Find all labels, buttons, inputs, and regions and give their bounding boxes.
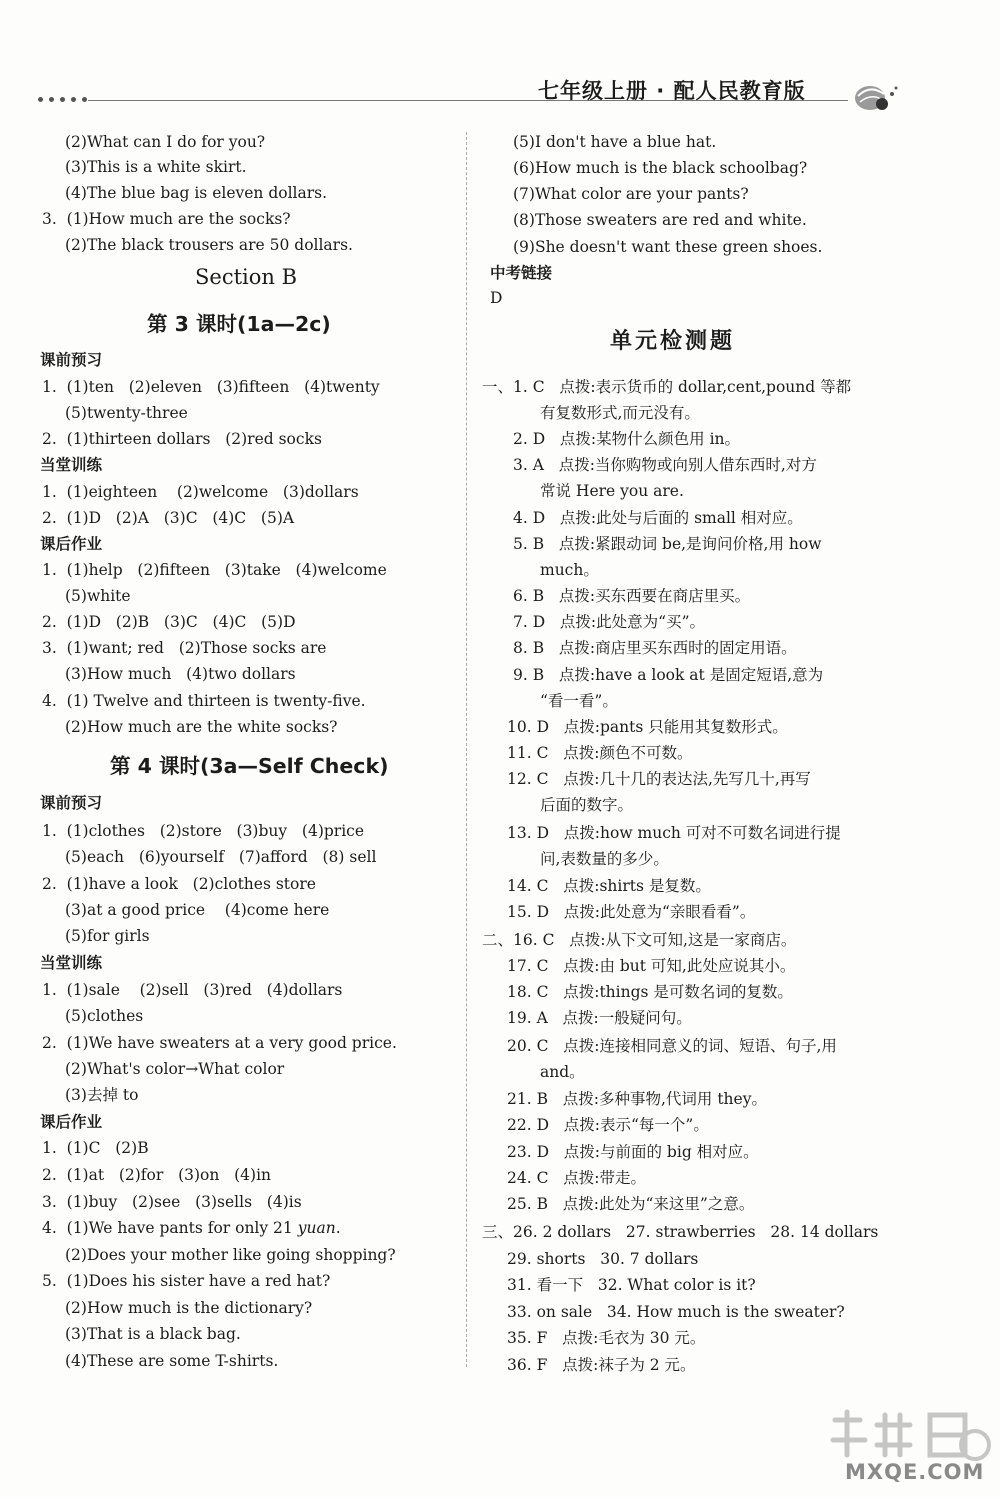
text-line: 35. F 点拨:毛衣为 30 元。 (507, 1329, 706, 1347)
text-line: D (490, 289, 503, 307)
text-line: (5)for girls (65, 927, 150, 945)
text-line: (3)at a good price (4)come here (65, 901, 330, 919)
text-line: 4. (1) Twelve and thirteen is twenty-five. (42, 692, 366, 710)
text-line: 14. C 点拨:shirts 是复数。 (507, 877, 711, 895)
text-line: (5)clothes (65, 1007, 144, 1025)
text-line: 33. on sale 34. How much is the sweater? (507, 1303, 845, 1321)
text-line: 5. (1)Does his sister have a red hat? (42, 1272, 331, 1290)
text-line: 6. B 点拨:买东西要在商店里买。 (513, 587, 751, 605)
text-line: (3)How much (4)two dollars (65, 665, 296, 683)
header-dots (38, 97, 87, 102)
subsection-label: 课前预习 (40, 794, 103, 812)
text-line: 2. D 点拨:某物什么颜色用 in。 (513, 430, 741, 448)
text-line: 12. C 点拨:几十几的表达法,先写几十,再写 (507, 770, 811, 788)
text-line: 问,表数量的多少。 (540, 850, 669, 868)
text-line: 20. C 点拨:连接相同意义的词、短语、句子,用 (507, 1037, 837, 1055)
text-line: 29. shorts 30. 7 dollars (507, 1250, 699, 1268)
unit-test-heading: 单元检测题 (610, 329, 736, 354)
text-line: much。 (540, 561, 599, 579)
text-line: 有复数形式,而元没有。 (540, 404, 700, 422)
text-line: 2. (1)We have sweaters at a very good price. (42, 1034, 397, 1052)
text-line: 后面的数字。 (540, 796, 634, 814)
text-line: 24. C 点拨:带走。 (507, 1169, 646, 1187)
text-line: 13. D 点拨:how much 可对不可数名词进行提 (507, 824, 841, 842)
text-line: 1. (1)eighteen (2)welcome (3)dollars (42, 483, 359, 501)
text-line: 3. A 点拨:当你购物或向别人借东西时,对方 (513, 456, 817, 474)
text-line: 2. (1)have a look (2)clothes store (42, 875, 316, 893)
text-line: 2. (1)D (2)A (3)C (4)C (5)A (42, 509, 295, 527)
text-line: (9)She doesn't want these green shoes. (513, 238, 823, 256)
text-line: 3. (1)How much are the socks? (42, 210, 291, 228)
text-line: (2)What's color→What color (65, 1060, 285, 1078)
text-line: 23. D 点拨:与前面的 big 相对应。 (507, 1143, 759, 1161)
text-line: 3. (1)want; red (2)Those socks are (42, 639, 327, 657)
lesson-heading: 第 3 课时(1a—2c) (147, 312, 331, 336)
text-line: (6)How much is the black schoolbag? (513, 159, 808, 177)
text-line: (2)How much is the dictionary? (65, 1299, 313, 1317)
text-line: (4)The blue bag is eleven dollars. (65, 184, 328, 202)
text-line: (8)Those sweaters are red and white. (513, 211, 807, 229)
text-line: 2. (1)D (2)B (3)C (4)C (5)D (42, 613, 296, 631)
text-line: 5. B 点拨:紧跟动词 be,是询问价格,用 how (513, 535, 822, 553)
subsection-label: 课后作业 (40, 535, 103, 553)
text-line: 1. (1)ten (2)eleven (3)fifteen (4)twenty (42, 378, 380, 396)
text-line: “看一看”。 (540, 692, 618, 710)
text-line: (2)Does your mother like going shopping? (65, 1246, 396, 1264)
text-line: 21. B 点拨:多种事物,代词用 they。 (507, 1090, 767, 1108)
text-line: (4)These are some T-shirts. (65, 1352, 279, 1370)
text-line: (3)This is a white skirt. (65, 158, 247, 176)
text-line: 7. D 点拨:此处意为“买”。 (513, 613, 705, 631)
text-line: (3)去掉 to (65, 1086, 139, 1104)
text-line: 1. (1)clothes (2)store (3)buy (4)price (42, 822, 365, 840)
text-line: 4. D 点拨:此处与后面的 small 相对应。 (513, 509, 803, 527)
text-line: 9. B 点拨:have a look at 是固定短语,意为 (513, 666, 824, 684)
page-header (0, 0, 1000, 118)
text-line: (3)That is a black bag. (65, 1325, 241, 1343)
text-line: 3. (1)buy (2)see (3)sells (4)is (42, 1193, 302, 1211)
text-line: 1. (1)C (2)B (42, 1139, 149, 1157)
text-line: (2)What can I do for you? (65, 133, 266, 151)
text-line: 18. C 点拨:things 是可数名词的复数。 (507, 983, 793, 1001)
text-line: (5)I don't have a blue hat. (513, 133, 717, 151)
text-line: (2)How much are the white socks? (65, 718, 338, 736)
subsection-label: 当堂训练 (40, 456, 103, 474)
text-line: (5)white (65, 587, 131, 605)
watermark-text: MXQE.COM (845, 1460, 985, 1484)
text-line: 常说 Here you are. (540, 482, 684, 500)
text-line: 10. D 点拨:pants 只能用其复数形式。 (507, 718, 788, 736)
text-line: 17. C 点拨:由 but 可知,此处应说其小。 (507, 957, 796, 975)
text-line: 2. (1)at (2)for (3)on (4)in (42, 1166, 272, 1184)
section-heading: Section B (195, 265, 298, 289)
book-icon (850, 74, 900, 114)
subsection-label: 当堂训练 (40, 954, 103, 972)
text-line: 三、26. 2 dollars 27. strawberries 28. 14 dollars (482, 1223, 879, 1241)
text-line: 4. (1)We have pants for only 21 yuan. (42, 1219, 341, 1237)
text-line: (7)What color are your pants? (513, 185, 749, 203)
text-line: 二、16. C 点拨:从下文可知,这是一家商店。 (482, 931, 797, 949)
text-line: (5)each (6)yourself (7)afford (8) sell (65, 848, 377, 866)
text-line: 1. (1)help (2)fifteen (3)take (4)welcome (42, 561, 387, 579)
text-line: 36. F 点拨:袜子为 2 元。 (507, 1356, 696, 1374)
text-line: 22. D 点拨:表示“每一个”。 (507, 1116, 709, 1134)
text-line: (2)The black trousers are 50 dollars. (65, 236, 353, 254)
subsection-label: 课后作业 (40, 1113, 103, 1131)
text-line: 15. D 点拨:此处意为“亲眼看看”。 (507, 903, 756, 921)
header-title: 七年级上册 · 配人民教育版 (538, 79, 806, 103)
lesson-heading: 第 4 课时(3a—Self Check) (110, 754, 389, 778)
text-line: 1. (1)sale (2)sell (3)red (4)dollars (42, 981, 343, 999)
text-line: (5)twenty-three (65, 404, 188, 422)
column-divider (466, 132, 467, 1367)
text-line: 一、1. C 点拨:表示货币的 dollar,cent,pound 等都 (482, 378, 852, 396)
text-line: and。 (540, 1063, 585, 1081)
subsection-label: 中考链接 (490, 264, 553, 282)
subsection-label: 课前预习 (40, 351, 103, 369)
text-line: 31. 看一下 32. What color is it? (507, 1276, 756, 1294)
text-line: 11. C 点拨:颜色不可数。 (507, 744, 693, 762)
text-line: 25. B 点拨:此处为“来这里”之意。 (507, 1195, 755, 1213)
text-line: 19. A 点拨:一般疑问句。 (507, 1009, 692, 1027)
text-line: 2. (1)thirteen dollars (2)red socks (42, 430, 322, 448)
text-line: 8. B 点拨:商店里买东西时的固定用语。 (513, 639, 797, 657)
